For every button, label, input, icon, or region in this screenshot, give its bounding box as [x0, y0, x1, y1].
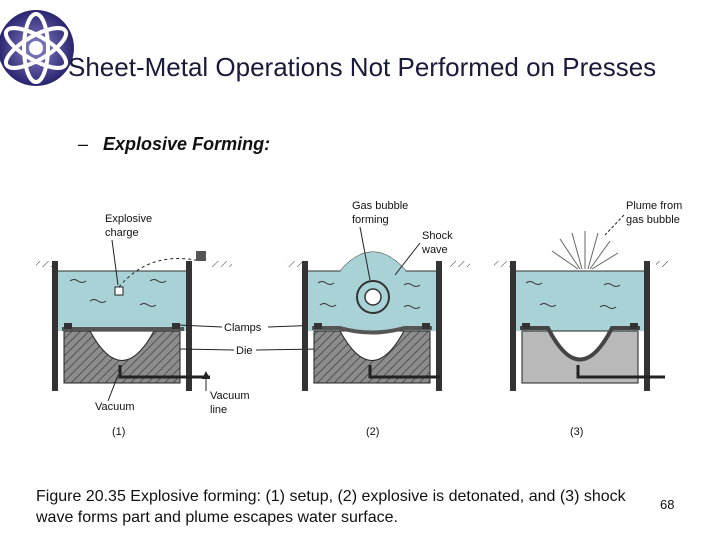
figure-caption: Figure 20.35 Explosive forming: (1) setup, (2) explosive is detonated, and (3) shock wave forms part and plume escapes water surface. [36, 488, 626, 526]
label-gas-bubble-1: Gas bubble [352, 200, 409, 212]
label-gas-bubble-2: forming [352, 214, 389, 226]
bullet-explosive-forming [78, 134, 270, 155]
label-clamps: Clamps [224, 322, 262, 334]
panel-label-3: (3) [570, 426, 584, 438]
explosive-forming-figure [0, 165, 720, 445]
label-vacuum-line-1: Vacuum [210, 390, 250, 402]
label-die: Die [236, 345, 253, 357]
label-explosive-charge-1: Explosive [105, 213, 153, 225]
page-number: 68 [660, 497, 675, 512]
panel-3-forming [494, 200, 682, 438]
label-vacuum-line-2: line [210, 404, 228, 416]
label-explosive-charge-2: charge [105, 227, 139, 239]
panel-label-2: (2) [366, 426, 380, 438]
label-vacuum: Vacuum [95, 401, 135, 413]
bullet-dash: – [78, 134, 89, 154]
logo-overlay [0, 0, 80, 100]
label-shock-wave-2: wave [422, 244, 448, 256]
label-shock-wave-1: Shock [422, 230, 453, 242]
slide-title: Sheet-Metal Operations Not Performed on Presses [68, 52, 657, 82]
panel-1-setup [36, 213, 250, 438]
label-plume-1: Plume from [626, 200, 683, 212]
bullet-text: Explosive Forming: [103, 134, 271, 154]
panel-label-1: (1) [112, 426, 126, 438]
label-plume-2: gas bubble [626, 214, 680, 226]
panel-2-detonation [286, 200, 470, 438]
